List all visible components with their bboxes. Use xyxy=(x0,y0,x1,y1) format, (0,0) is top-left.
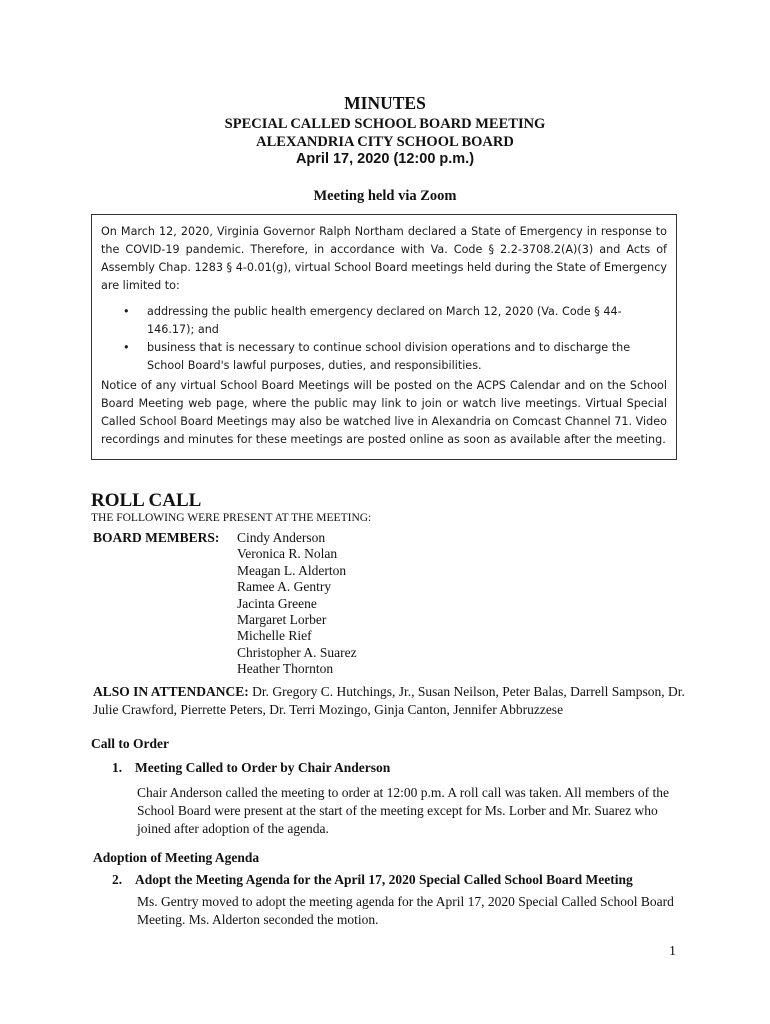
agenda-item-title: Adopt the Meeting Agenda for the April 17, 2020 Special Called School Board Meeting xyxy=(135,872,633,887)
bullet-icon: • xyxy=(123,341,130,354)
notice-bullet-text: business that is necessary to continue school division operations and to discharge the School Board's lawful purposes, duties, and responsibilities. xyxy=(147,341,631,372)
meeting-date: April 17, 2020 (12:00 p.m.) xyxy=(295,151,475,167)
board-members-label: BOARD MEMBERS: xyxy=(93,530,220,545)
agenda-item-title: Meeting Called to Order by Chair Anderson xyxy=(135,760,391,775)
agenda-item-number: 1. xyxy=(112,760,123,775)
notice-bullet-list xyxy=(101,303,667,375)
emergency-notice-box xyxy=(91,214,677,460)
board-members-list xyxy=(237,530,357,678)
call-to-order-heading: Call to Order xyxy=(91,736,169,751)
list-item: Margaret Lorber xyxy=(237,612,327,628)
notice-bullet-text: addressing the public health emergency declared on March 12, 2020 (Va. Code § 44-146.17); and xyxy=(147,305,622,336)
list-item: Michelle Rief xyxy=(237,628,312,644)
page-title: MINUTES xyxy=(344,93,426,113)
list-item: Cindy Anderson xyxy=(237,530,326,545)
list-item: Meagan L. Alderton xyxy=(237,562,347,578)
roll-call-heading: ROLL CALL xyxy=(91,490,202,511)
list-item xyxy=(101,303,667,339)
list-item xyxy=(101,339,667,375)
also-in-attendance xyxy=(93,683,693,719)
notice-intro: On March 12, 2020, Virginia Governor Ralph Northam declared a State of Emergency in response to the COVID-19 pandemic. Therefore, in accordance with Va. Code § 2.2-3708.2(A)(3) and Acts of Assembly Chap. 1283 § 4-0.01(g), virtual School Board meetings held during the State of Emergency are limited to: xyxy=(101,225,667,292)
list-item: Ramee A. Gentry xyxy=(237,579,332,595)
roll-call-subtitle: THE FOLLOWING WERE PRESENT AT THE MEETING: xyxy=(91,512,372,524)
also-in-attendance-names: Dr. Gregory C. Hutchings, Jr., Susan Neilson, Peter Balas, Darrell Sampson, Dr. Julie Crawford, Pierrette Peters, Dr. Terri Mozingo, Ginja Canton, Jennifer Abbruzzese xyxy=(93,684,685,717)
page-number: 1 xyxy=(669,944,676,959)
agenda-item-number: 2. xyxy=(112,872,123,887)
meeting-type: SPECIAL CALLED SCHOOL BOARD MEETING xyxy=(224,116,546,132)
adoption-heading: Adoption of Meeting Agenda xyxy=(93,850,260,865)
board-name: ALEXANDRIA CITY SCHOOL BOARD xyxy=(256,134,514,150)
also-in-attendance-label: ALSO IN ATTENDANCE: xyxy=(93,684,249,699)
list-item: Veronica R. Nolan xyxy=(237,546,338,562)
agenda-item-body: Ms. Gentry moved to adopt the meeting agenda for the April 17, 2020 Special Called School Board Meeting. Ms. Alderton seconded the motion. xyxy=(137,894,674,927)
list-item: Christopher A. Suarez xyxy=(237,644,357,660)
list-item: Jacinta Greene xyxy=(237,595,317,611)
agenda-item-body: Chair Anderson called the meeting to order at 12:00 p.m. A roll call was taken. All members of the School Board were present at the start of the meeting except for Ms. Lorber and Mr. Suarez who joined after adoption of the agenda. xyxy=(137,785,669,836)
bullet-icon: • xyxy=(123,305,130,318)
notice-closing: Notice of any virtual School Board Meetings will be posted on the ACPS Calendar and on the School Board Meeting web page, where the public may link to join or watch live meetings. Virtual Special Called School Board Meetings may also be watched live in Alexandria on Comcast Channel 71. Video recordings and minutes for these meetings are posted online as soon as available after the meeting. xyxy=(101,379,667,446)
list-item: Heather Thornton xyxy=(237,661,334,677)
meeting-location: Meeting held via Zoom xyxy=(313,188,457,204)
